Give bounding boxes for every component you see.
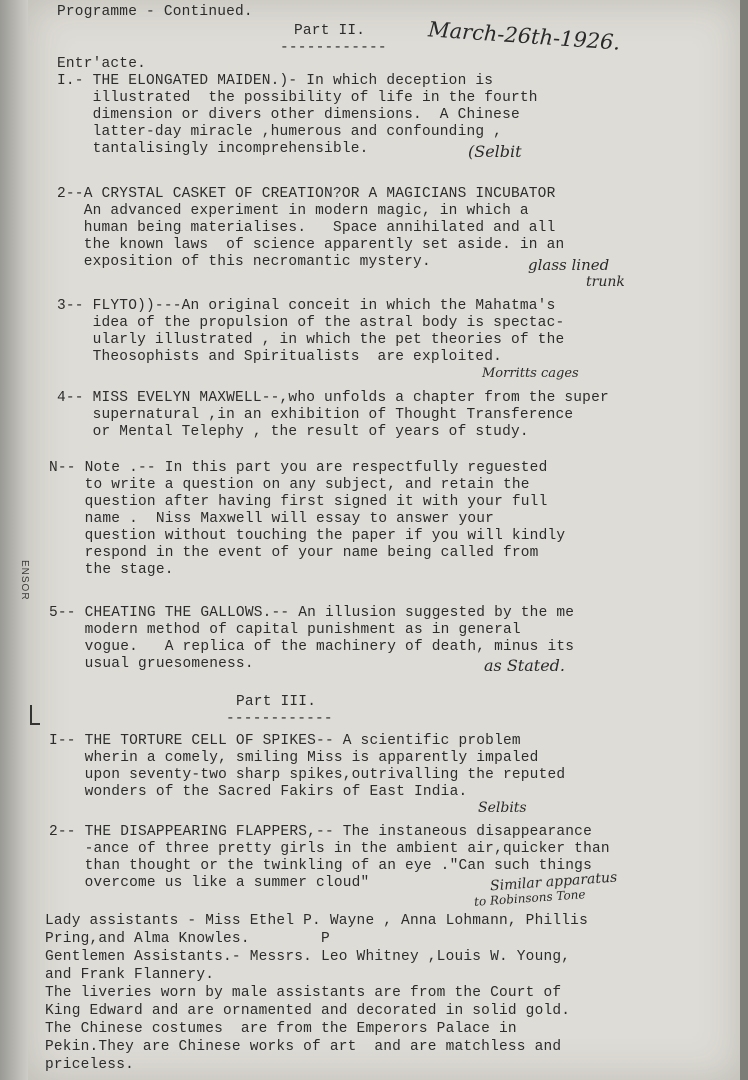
- ensor-stamp: ENSOR: [19, 560, 30, 601]
- handwritten-note: to Robinsons Tone: [473, 887, 586, 909]
- handwritten-note: trunk: [586, 274, 625, 290]
- item-line: 5-- CHEATING THE GALLOWS.-- An illusion suggested by the me: [49, 605, 575, 621]
- part3-rule: ------------: [226, 711, 333, 727]
- item-line: idea of the propulsion of the astral body is spectac-: [57, 315, 565, 331]
- item-line: question without touching the paper if you will kindly: [49, 528, 566, 544]
- item-line: or Mental Telephy , the result of years of study.: [57, 424, 529, 440]
- item-line: name . Niss Maxwell will essay to answer your: [49, 511, 495, 527]
- credits-line: The liveries worn by male assistants are from the Court of: [45, 985, 562, 1001]
- programme-heading: Programme - Continued.: [57, 4, 253, 20]
- part3-title: Part III.: [236, 694, 317, 710]
- handwritten-note: as Stated.: [484, 656, 565, 675]
- item-line: I.- THE ELONGATED MAIDEN.)- In which deception is: [57, 73, 494, 89]
- item-line: latter-day miracle ,humerous and confounding ,: [57, 124, 503, 140]
- item-line: wherin a comely, smiling Miss is apparently impaled: [49, 750, 539, 766]
- item-line: overcome us like a summer cloud": [49, 875, 370, 891]
- item-line: exposition of this necromantic mystery.: [57, 254, 431, 270]
- item-line: dimension or divers other dimensions. A Chinese: [57, 107, 520, 123]
- item-line: 3-- FLYTO))---An original conceit in which the Mahatma's: [57, 298, 556, 314]
- item-line: Theosophists and Spiritualists are exploited.: [57, 349, 503, 365]
- item-line: 4-- MISS EVELYN MAXWELL--,who unfolds a chapter from the super: [57, 390, 609, 406]
- item-line: I-- THE TORTURE CELL OF SPIKES-- A scientific problem: [49, 733, 521, 749]
- item-line: vogue. A replica of the machinery of death, minus its: [49, 639, 575, 655]
- credits-line: The Chinese costumes are from the Emperors Palace in: [45, 1021, 517, 1037]
- item-line: tantalisingly incomprehensible.: [57, 141, 369, 157]
- credits-line: Pring,and Alma Knowles. P: [45, 931, 330, 947]
- item-line: the known laws of science apparently set aside. in an: [57, 237, 565, 253]
- item-line: -ance of three pretty girls in the ambient air,quicker than: [49, 841, 610, 857]
- item-line: ularly illustrated , in which the pet theories of the: [57, 332, 565, 348]
- item-line: An advanced experiment in modern magic, in which a: [57, 203, 529, 219]
- item-line: upon seventy-two sharp spikes,outrivalling the reputed: [49, 767, 566, 783]
- item-line: 2-- THE DISAPPEARING FLAPPERS,-- The instaneous disappearance: [49, 824, 592, 840]
- handwritten-note: (Selbit: [468, 142, 522, 161]
- bracket-mark: [30, 705, 40, 725]
- item-line: the stage.: [49, 562, 174, 578]
- item-line: illustrated the possibility of life in the fourth: [57, 90, 538, 106]
- item-line: supernatural ,in an exhibition of Thought Transference: [57, 407, 574, 423]
- item-line: to write a question on any subject, and retain the: [49, 477, 530, 493]
- item-line: 2--A CRYSTAL CASKET OF CREATION?OR A MAGICIANS INCUBATOR: [57, 186, 556, 202]
- entracte-label: Entr'acte.: [57, 56, 147, 72]
- item-line: than thought or the twinkling of an eye ."Can such things: [49, 858, 592, 874]
- credits-line: Pekin.They are Chinese works of art and are matchless and: [45, 1039, 562, 1055]
- credits-line: Lady assistants - Miss Ethel P. Wayne , Anna Lohmann, Phillis: [45, 913, 588, 929]
- item-line: N-- Note .-- In this part you are respectfully reguested: [49, 460, 548, 476]
- credits-line: and Frank Flannery.: [45, 967, 215, 983]
- item-line: usual gruesomeness.: [49, 656, 254, 672]
- part2-title: Part II.: [294, 23, 366, 39]
- item-line: respond in the event of your name being called from: [49, 545, 539, 561]
- credits-line: Gentlemen Assistants.- Messrs. Leo Whitney ,Louis W. Young,: [45, 949, 571, 965]
- item-line: question after having first signed it with your full: [49, 494, 548, 510]
- credits-line: priceless.: [45, 1057, 135, 1073]
- handwritten-note: glass lined: [528, 256, 610, 274]
- credits-line: King Edward and are ornamented and decorated in solid gold.: [45, 1003, 571, 1019]
- item-line: human being materialises. Space annihilated and all: [57, 220, 556, 236]
- handwritten-note: Morritts cages: [482, 366, 579, 381]
- part2-rule: ------------: [280, 40, 387, 56]
- handwritten-note: Similar apparatus: [489, 869, 618, 895]
- handwritten-note: Selbits: [478, 800, 527, 816]
- scanner-edge: [0, 0, 28, 1080]
- item-line: wonders of the Sacred Fakirs of East India.: [49, 784, 468, 800]
- item-line: modern method of capital punishment as in general: [49, 622, 521, 638]
- handwritten-date: March-26th-1926.: [427, 17, 621, 55]
